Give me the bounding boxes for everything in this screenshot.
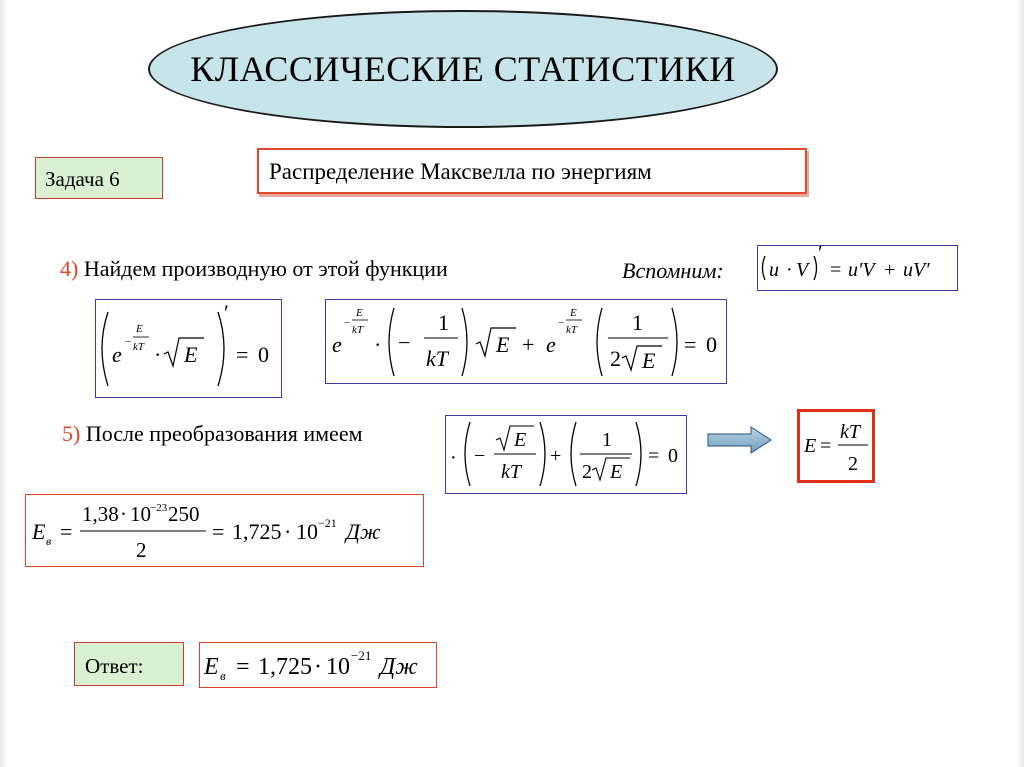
svg-text:E: E (184, 342, 198, 367)
svg-text:E: E (496, 332, 510, 357)
expanded-derivative-equation (325, 299, 727, 384)
svg-text:·: · (284, 519, 292, 544)
svg-text:=: = (212, 519, 225, 544)
svg-text:−21: −21 (318, 516, 337, 530)
svg-text:=: = (830, 259, 842, 281)
svg-text:E: E (804, 435, 817, 457)
svg-text:=: = (648, 445, 660, 467)
svg-text:V: V (796, 259, 809, 281)
svg-text:−: − (474, 445, 486, 467)
product-rule-formula (757, 245, 958, 291)
recall-label: Вспомним: (622, 258, 724, 283)
svg-text:Дж: Дж (380, 654, 418, 680)
svg-text:−: − (558, 317, 565, 329)
derivative-equation (95, 299, 282, 398)
result-formula (797, 409, 875, 483)
svg-text:10: 10 (296, 519, 318, 544)
page-title: КЛАССИЧЕСКИЕ СТАТИСТИКИ (190, 49, 736, 89)
svg-text:e: e (332, 332, 342, 357)
svg-text:10: 10 (130, 502, 151, 526)
svg-text:·: · (374, 332, 382, 357)
svg-text:2: 2 (610, 346, 621, 371)
svg-text:0: 0 (668, 445, 678, 467)
svg-text:=: = (236, 342, 249, 367)
svg-text:e: e (546, 332, 556, 357)
svg-text:2: 2 (136, 538, 147, 562)
transformed-equation (445, 415, 687, 494)
svg-text:2: 2 (582, 461, 592, 483)
svg-text:1: 1 (438, 310, 449, 335)
svg-text:0: 0 (706, 332, 717, 357)
svg-text:10: 10 (326, 654, 350, 680)
svg-text:1,725: 1,725 (232, 519, 282, 544)
svg-text:E: E (570, 307, 577, 319)
topic-title: Распределение Максвелла по энергиям (257, 148, 807, 194)
svg-text:·: · (314, 654, 322, 680)
svg-text:+: + (884, 259, 896, 281)
svg-text:0: 0 (258, 342, 269, 367)
svg-text:·: · (154, 342, 162, 367)
svg-text:′: ′ (818, 246, 823, 265)
title-ellipse (148, 10, 778, 128)
svg-text:kT: kT (840, 421, 860, 443)
svg-text:E: E (514, 429, 527, 451)
svg-text:uV′: uV′ (903, 259, 930, 281)
left-edge (0, 0, 8, 767)
svg-text:1: 1 (602, 429, 612, 451)
svg-text:2: 2 (848, 453, 858, 475)
step-5-text: После преобразования имеем (85, 421, 363, 446)
svg-text:E: E (610, 461, 623, 483)
svg-text:−21: −21 (351, 648, 372, 663)
step-4-text: Найдем производную от этой функции (83, 256, 448, 281)
svg-text:kT: kT (352, 324, 363, 336)
svg-text:e: e (112, 342, 122, 367)
svg-text:·: · (786, 259, 793, 281)
svg-text:250: 250 (168, 502, 200, 526)
task-label: Задача 6 (35, 157, 163, 199)
svg-text:·: · (120, 502, 127, 526)
result-arrow (707, 425, 773, 460)
right-edge (1016, 0, 1024, 767)
svg-text:=: = (684, 332, 697, 357)
svg-text:−23: −23 (150, 502, 168, 514)
svg-text:E: E (204, 654, 219, 680)
svg-text:u′V: u′V (848, 259, 875, 281)
svg-text:1: 1 (632, 310, 643, 335)
answer-label: Ответ: (74, 642, 184, 686)
svg-text:E: E (642, 348, 656, 373)
svg-text:kT: kT (501, 461, 521, 483)
svg-text:′: ′ (224, 300, 229, 325)
svg-text:u: u (769, 259, 779, 281)
svg-text:E: E (136, 323, 143, 335)
svg-text:Дж: Дж (346, 519, 381, 544)
svg-text:·: · (450, 447, 457, 469)
step-4-number: 4) (60, 256, 79, 281)
svg-text:=: = (820, 435, 832, 457)
step-5-number: 5) (62, 421, 81, 446)
svg-text:E: E (32, 519, 46, 544)
svg-text:kT: kT (133, 341, 144, 353)
answer-formula (199, 642, 437, 688)
svg-text:1,38: 1,38 (82, 502, 119, 526)
svg-text:kT: kT (426, 346, 448, 371)
svg-text:+: + (550, 445, 562, 467)
svg-text:kT: kT (566, 324, 577, 336)
svg-text:−: − (125, 336, 132, 348)
svg-text:=: = (60, 519, 73, 544)
step-4 (60, 256, 448, 282)
svg-text:−: − (398, 330, 411, 355)
svg-text:в: в (46, 534, 52, 548)
svg-text:=: = (236, 654, 250, 680)
energy-calculation (25, 494, 424, 567)
svg-text:−: − (344, 317, 351, 329)
svg-text:E: E (356, 307, 363, 319)
svg-text:1,725: 1,725 (258, 654, 312, 680)
svg-text:+: + (522, 332, 535, 357)
svg-text:в: в (220, 668, 226, 683)
step-5 (62, 421, 363, 447)
